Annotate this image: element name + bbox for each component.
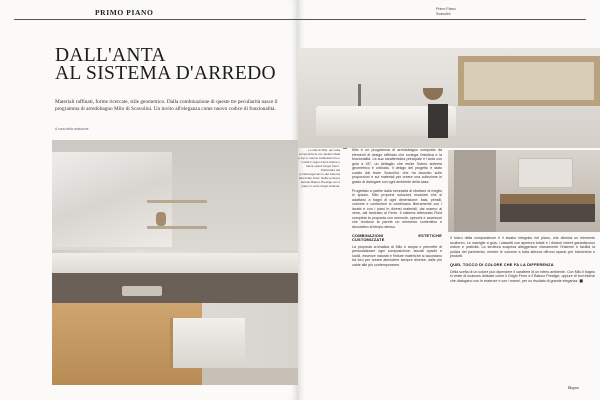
end-mark: ■	[579, 277, 584, 283]
paragraph	[450, 270, 595, 284]
photo-shelf	[147, 200, 207, 203]
photo-tap	[358, 84, 361, 106]
paragraph: La proposta cromatica di Milo è ampia e permette di personalizzare ogni composizione: laccati opachi e lucidi, essenze naturali e finiture materiche si accostano tra loro per creare atmosfere sempre diverse, dalle più calde alle più contemporanee.	[352, 244, 442, 267]
standfirst: Materiali raffinati, forme ricercate, stile geometrico. Dalla combinazione di queste tre peculiarità nasce il programma di arredobagno Milo di Scavolini. Un invito all'eleganza come nuovo codice di funzionalità.	[55, 99, 278, 112]
paragraph: Il fulcro della composizione è il lavabo integrato nel piano, che diventa un elemento scultoreo. Le maniglie a gola, i cassetti con apertura totale e i divisori interni garantiscono ordine e praticità. La struttura sospesa alleggerisce visivamente l'insieme e facilita la pulizia del pavimento, mentre le colonne a tutta altezza offrono spazio per biancheria e prodotti.	[450, 236, 595, 258]
header-rule	[298, 19, 586, 20]
caption-rule	[343, 148, 347, 149]
running-head-section: Primo Piano	[436, 7, 456, 11]
photo-cabinet	[500, 204, 595, 222]
right-page	[298, 0, 600, 400]
headline-line-2: AL SISTEMA D'ARREDO	[55, 63, 276, 84]
photo-open-drawer	[170, 318, 245, 368]
photo-caption: Lo stile di Milo, qui nella composizione con lavabo Ideal e top in marmo Calacatta Oro e mobili in legno Noce Alpine e lacca opaca Grigio Ferro. Particolare del portasciugamani e del sistema attrezzato Fluid. Nella versione laccato Bianco Prestige con il piano in vetro Grigio Ardesia.	[298, 148, 340, 188]
subheading: COMBINAZIONI ESTETICHE CUSTOMIZZATE	[352, 232, 442, 242]
byline: A cura della redazione	[55, 127, 89, 131]
paragraph-text: Della scelta di un colore può dipendere il carattere di un intero ambiente. Con Milo il bagno si veste di nuances delicate come il Grigio Ferro e il Bianco Prestige, oppure di toni intensi che dialogano con le essenze e con i marmi, per un risultato di grande eleganza.	[450, 269, 595, 283]
article-column-2	[450, 236, 595, 388]
photo-floor	[202, 368, 298, 385]
photo-bowl	[423, 88, 443, 100]
photo-countertop	[500, 194, 595, 204]
paragraph: Progettato a partire dalla necessità di sfruttare al meglio lo spazio, Milo propone soluzioni modulari che si adattano a bagni di ogni dimensione: basi, pensili, colonne e contenitori si combinano liberamente con i lavabi e con i piani in diversi materiali, dal marmo al vetro, dal laminato al Fenix. Il sistema attrezzato Fluid completa la proposta con mensole, specchi e accessori che rendono la parete un elemento contenitivo e decorativo al tempo stesso.	[352, 188, 442, 229]
paragraph: Milo è un programma di arredobagno composto da elementi di design raffinato che coniuga l'estetica e la funzionalità. La sua caratteristica principale è l'anta con gola a 45°, un dettaglio che rende l'intero sistema geometrico e ordinato. Il design del progetto è stato curato dal team Scavolini, che ha lavorato sulle proporzioni e sui materiali per creare una collezione in grado di dialogare con ogni ambiente della casa.	[352, 148, 442, 184]
folio: Bagno	[568, 385, 579, 390]
subheading: QUEL TOCCO DI COLORE CHE FA LA DIFFERENZA	[450, 262, 554, 267]
photo-cabinet-top	[52, 273, 298, 303]
left-page	[0, 0, 298, 400]
bathroom-photo-small	[448, 150, 600, 232]
section-kicker: PRIMO PIANO	[95, 8, 154, 17]
running-head-brand: Scavolini	[436, 12, 451, 16]
headline-line-1: DALL'ANTA	[55, 45, 166, 66]
photo-countertop	[52, 253, 298, 273]
photo-niche-inner	[464, 62, 594, 100]
bathroom-photo-main	[52, 140, 298, 385]
photo-dark-container	[428, 104, 448, 138]
header-rule	[14, 19, 298, 20]
photo-vase	[156, 212, 166, 226]
photo-mirror	[518, 158, 573, 188]
photo-shelf	[147, 226, 207, 229]
article-column-1	[352, 148, 442, 388]
headline	[55, 47, 285, 83]
bathroom-photo-top	[298, 48, 600, 148]
running-head	[436, 7, 456, 17]
photo-glass-door	[454, 150, 496, 232]
photo-towel	[122, 286, 162, 296]
